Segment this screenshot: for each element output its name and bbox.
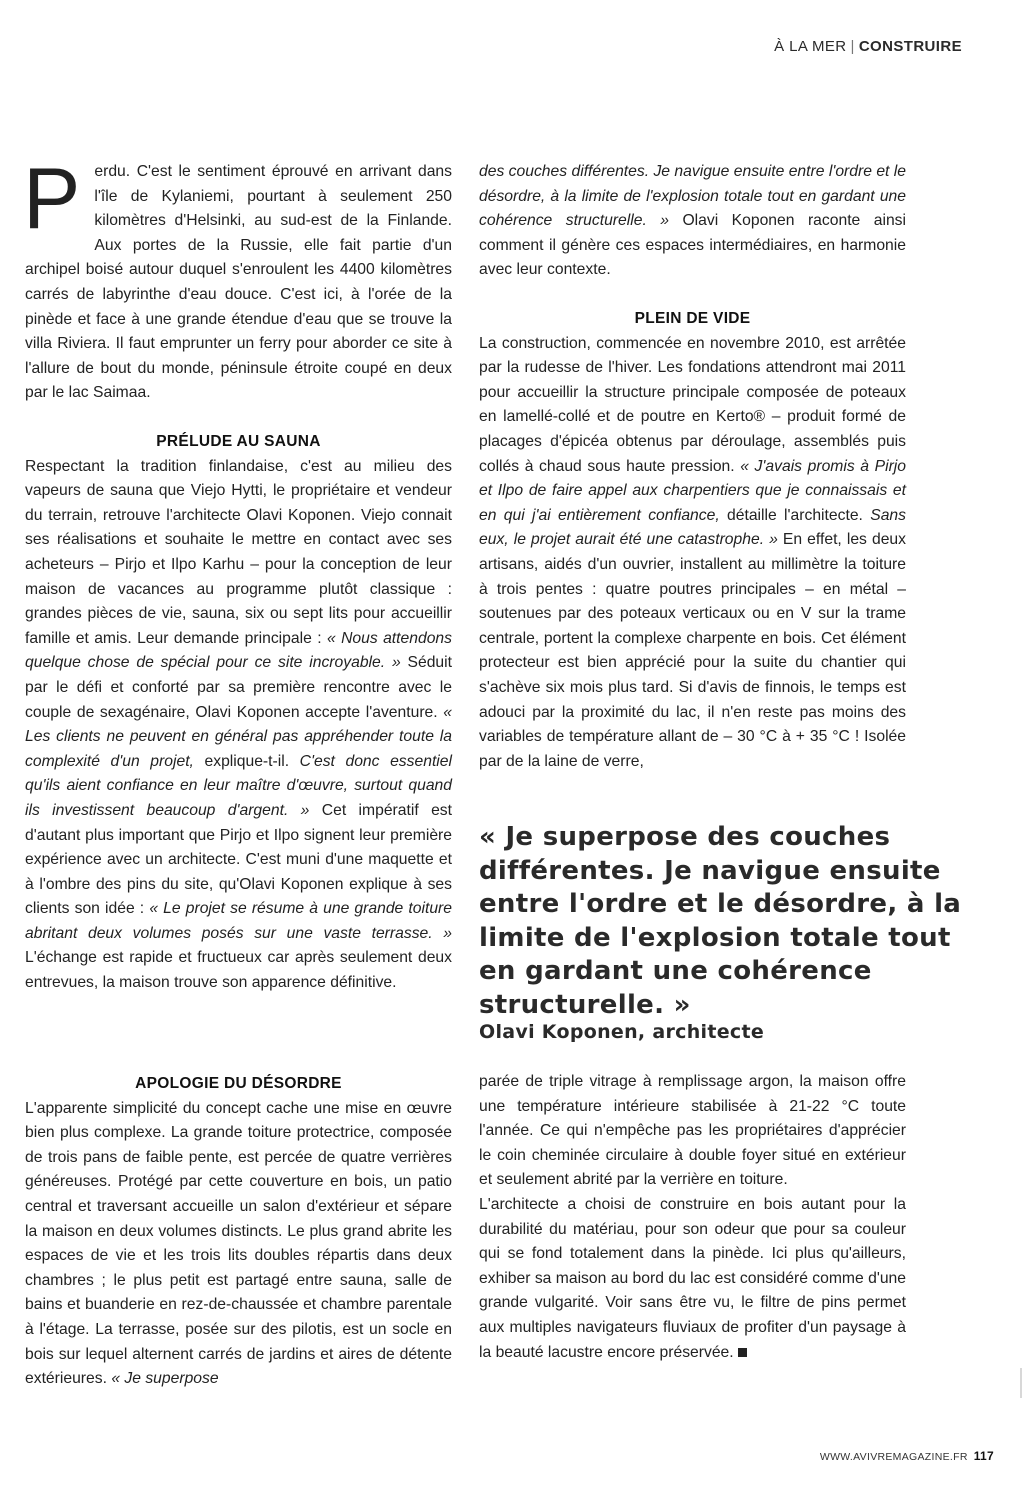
header-category: CONSTRUIRE bbox=[858, 38, 962, 55]
section-heading-prelude: PRÉLUDE AU SAUNA bbox=[156, 433, 321, 450]
header-separator: | bbox=[850, 38, 855, 55]
page-number: 117 bbox=[973, 1449, 994, 1463]
pull-quote-author: Olavi Koponen, architecte bbox=[479, 1021, 765, 1043]
section-plein-de-vide bbox=[479, 307, 906, 774]
section-apologie-body: L'apparente simplicité du concept cache une mise en œuvre bien plus complexe. La grande toiture protectrice, composée de trois pans de faible pente, est percée de quatre verrières généreuses. Protégé par cette couverture en bois, un patio central et traversant accueille un salon d'extérieur et sépare la maison en deux volumes distincts. Le plus grand abrite les espaces de vie et les trois lits doubles répartis dans deux chambres ; le plus petit est partagé entre sauna, salle de bains et buanderie en rez-de-chaussée et chambre parentale à l'étage. La terrasse, posée sur des pilotis, est un socle en bois sur lequel alternent carrés de jardins et aires de détente extérieures. « Je superpose bbox=[25, 1099, 452, 1388]
drop-cap: P bbox=[23, 151, 81, 247]
section-heading-plein-de-vide: PLEIN DE VIDE bbox=[634, 310, 751, 327]
section-apologie bbox=[25, 1072, 452, 1392]
closing-paragraph-1: parée de triple vitrage à remplissage argon, la maison offre une température intérieure stabilisée à 21-22 °C toute l'année. Ce qui n'empêche pas les propriétaires d'apprécier le coin cheminée circulaire à double foyer situé en extérieur et seulement abrité par la verrière en toiture. bbox=[479, 1073, 906, 1189]
page-footer bbox=[820, 1449, 994, 1463]
section-heading-apologie: APOLOGIE DU DÉSORDRE bbox=[135, 1075, 342, 1092]
end-mark-icon bbox=[738, 1348, 747, 1357]
intro-text: erdu. C'est le sentiment éprouvé en arrivant dans l'île de Kylaniemi, pourtant à seulement 250 kilomètres d'Helsinki, au sud-est de la Finlande. Aux portes de la Russie, elle fait partie d'un archipel boisé autour duquel s'enroulent les 4400 kilomètres carrés de labyrinthe d'eau douce. C'est ici, à l'orée de la pinède et face à une grande étendue d'eau que se trouve la villa Riviera. Il faut emprunter un ferry pour aborder ce site à l'allure de bout du monde, péninsule étroite coupé en deux par le lac Saimaa. bbox=[25, 163, 452, 402]
section-plein-de-vide-body: La construction, commencée en novembre 2010, est arrêtée par la rudesse de l'hiver. Les fondations attendront mai 2011 pour accueillir la structure principale composée de poteaux en lamellé-collé et de poutre en Kerto® – produit formé de placages d'épicéa obtenus par déroulage, assemblés puis collés à chaud sous haute pression. « J'avais promis à Pirjo et Ilpo de faire appel aux charpentiers que je connaissais et en qui j'ai entièrement confiance, détaille l'architecte. Sans eux, le projet aurait été une catastrophe. » En effet, les deux artisans, aidés d'un ouvrier, installent au millimètre la toiture à trois pentes : quatre poutres principales – en métal – soutenues par des poteaux verticaux ou en V sur la trame centrale, portent la complexe charpente en bois. Cet élément protecteur est bien apprécié pour la suite du chantier qui s'achève six mois plus tard. Si d'avis de finnois, le temps est adouci par la proximité du lac, il n'en reste pas moins des variables de température allant de – 30 °C à + 35 °C ! Isolée par de la laine de verre, bbox=[479, 334, 906, 770]
apologie-continued bbox=[479, 160, 906, 283]
closing-paragraph-2: L'architecte a choisi de construire en bois autant pour la durabilité du matériau, pour son odeur que pour sa couleur qui se fond totalement dans la pinède. Ici plus qu'ailleurs, exhiber sa maison au bord du lac est considéré comme d'une grande vulgarité. Voir sans être vu, le filtre de pins permet aux multiples navigateurs fluviaux de profiter d'un paysage à la beauté lacustre encore préservée. bbox=[479, 1195, 906, 1361]
header-section: À LA MER bbox=[774, 38, 847, 55]
running-header bbox=[774, 38, 962, 55]
closing-text bbox=[479, 1070, 906, 1365]
pull-quote: « Je superpose des couches différentes. Je navigue ensuite entre l'ordre et le désordre, à la limite de l'explosion totale tout en gardant une cohérence structurelle. » bbox=[479, 822, 962, 1020]
section-prelude bbox=[25, 430, 452, 996]
apologie-continued-body: des couches différentes. Je navigue ensuite entre l'ordre et le désordre, à la limite de l'explosion totale tout en gardant une cohérence structurelle. » Olavi Koponen raconte ainsi comment il génère ces espaces intermédiaires, en harmonie avec leur contexte. bbox=[479, 163, 907, 279]
page-edge-mark bbox=[1020, 1368, 1022, 1398]
section-prelude-body: Respectant la tradition finlandaise, c'est au milieu des vapeurs de sauna que Viejo Hytti, le propriétaire et vendeur du terrain, retrouve l'architecte Olavi Koponen. Viejo connait ses réalisations et souhaite le mettre en contact avec ses acheteurs – Pirjo et Ilpo Karhu – pour la conception de leur maison de vacances au programme plutôt classique : grandes pièces de vie, sauna, six ou sept lits pour accueillir famille et amis. Leur demande principale : « Nous attendons quelque chose de spécial pour ce site incroyable. » Séduit par le défi et conforté par sa première rencontre avec le couple de sexagénaire, Olavi Koponen accepte l'aventure. « Les clients ne peuvent en général pas appréhender toute la complexité d'un projet, explique-t-il. C'est donc essentiel qu'ils aient confiance en leur maître d'œuvre, surtout quand ils investissent beaucoup d'argent. » Cet impératif est d'autant plus important que Pirjo et Ilpo signent leur première expérience avec un architecte. C'est muni d'une maquette et à l'ombre des pins du site, qu'Olavi Koponen explique à ses clients son idée : « Le projet se résume à une grande toiture abritant deux volumes posés sur une vaste terrasse. » L'échange est rapide et fructueux car après seulement deux entrevues, la maison trouve son apparence définitive. bbox=[25, 457, 452, 992]
intro-paragraph bbox=[23, 151, 452, 406]
footer-website: WWW.AVIVREMAGAZINE.FR bbox=[819, 1451, 968, 1463]
